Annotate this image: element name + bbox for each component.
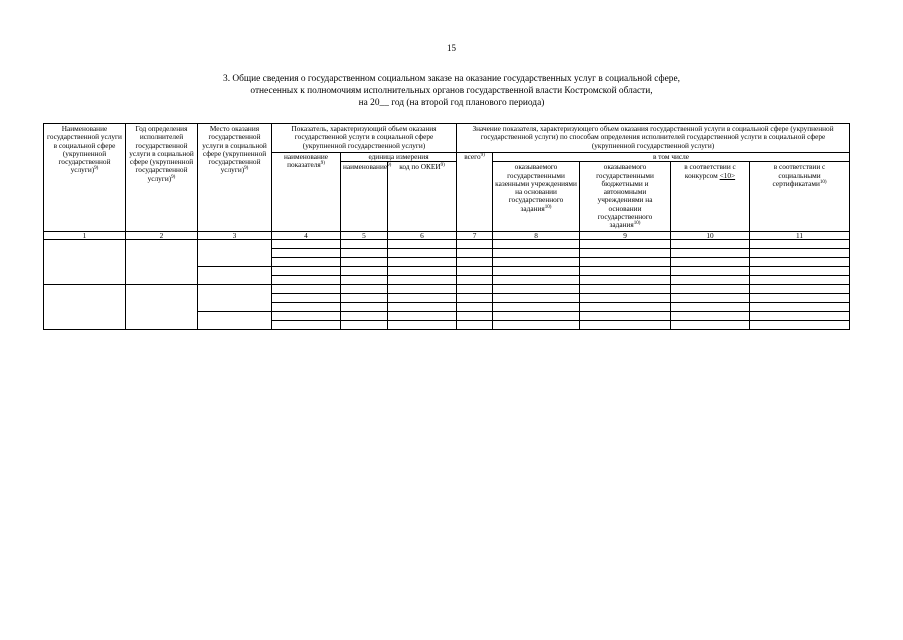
table-cell[interactable] bbox=[671, 293, 750, 302]
table-cell[interactable] bbox=[750, 284, 850, 293]
table-cell[interactable] bbox=[272, 293, 341, 302]
table-cell[interactable] bbox=[126, 284, 198, 329]
column-number: 7 bbox=[457, 231, 493, 239]
table-cell[interactable] bbox=[388, 293, 457, 302]
table-cell[interactable] bbox=[671, 266, 750, 275]
column-number: 2 bbox=[126, 231, 198, 239]
table-cell[interactable] bbox=[493, 302, 580, 311]
table-cell[interactable] bbox=[671, 239, 750, 248]
table-cell[interactable] bbox=[388, 284, 457, 293]
table-cell[interactable] bbox=[341, 257, 388, 266]
table-cell[interactable] bbox=[272, 275, 341, 284]
table-cell[interactable] bbox=[457, 248, 493, 257]
table-cell[interactable] bbox=[457, 302, 493, 311]
column-number: 5 bbox=[341, 231, 388, 239]
table-cell[interactable] bbox=[580, 311, 671, 320]
table-cell[interactable] bbox=[493, 293, 580, 302]
table-cell[interactable] bbox=[388, 248, 457, 257]
table-cell[interactable] bbox=[388, 257, 457, 266]
table-cell[interactable] bbox=[457, 266, 493, 275]
column-number: 1 bbox=[44, 231, 126, 239]
table-cell[interactable] bbox=[493, 320, 580, 329]
table-cell[interactable] bbox=[493, 284, 580, 293]
table-cell[interactable] bbox=[580, 275, 671, 284]
table-cell[interactable] bbox=[341, 320, 388, 329]
header-okei-code: код по ОКЕИ$^{9)}$ bbox=[388, 162, 457, 231]
table-cell[interactable] bbox=[493, 311, 580, 320]
table-cell[interactable] bbox=[457, 275, 493, 284]
table-cell[interactable] bbox=[580, 284, 671, 293]
header-place: Место оказания государственной услуги в социальной сфере (укрупненной государственной услуги)$^{9)}$ bbox=[198, 124, 272, 232]
table-cell[interactable] bbox=[750, 320, 850, 329]
table-cell[interactable] bbox=[750, 257, 850, 266]
table-cell[interactable] bbox=[44, 239, 126, 284]
table-cell[interactable] bbox=[457, 257, 493, 266]
table-cell[interactable] bbox=[126, 239, 198, 284]
table-cell[interactable] bbox=[198, 311, 272, 329]
table-cell[interactable] bbox=[272, 302, 341, 311]
table-cell[interactable] bbox=[341, 239, 388, 248]
table-cell[interactable] bbox=[671, 284, 750, 293]
table-cell[interactable] bbox=[388, 311, 457, 320]
table-cell[interactable] bbox=[341, 266, 388, 275]
header-year: Год определения исполнителей государственной услуги в социальной сфере (укрупненной государственной услуги)$^{9)}$ bbox=[126, 124, 198, 232]
table-cell[interactable] bbox=[580, 248, 671, 257]
table-cell[interactable] bbox=[457, 311, 493, 320]
table-cell[interactable] bbox=[580, 293, 671, 302]
table-cell[interactable] bbox=[493, 266, 580, 275]
header-indicator-group: Показатель, характеризующий объем оказания государственной услуги в социальной сфере (укрупненной государственной услуги) bbox=[272, 124, 457, 153]
table-cell[interactable] bbox=[671, 248, 750, 257]
column-number: 10 bbox=[671, 231, 750, 239]
header-indicator-name: наименование показателя$^{9)}$ bbox=[272, 153, 341, 232]
table-cell[interactable] bbox=[272, 311, 341, 320]
table-cell[interactable] bbox=[272, 257, 341, 266]
table-cell[interactable] bbox=[750, 239, 850, 248]
heading-line-2: отнесенных к полномочиям исполнительных органов государственной власти Костромской области, bbox=[250, 86, 653, 96]
column-number: 6 bbox=[388, 231, 457, 239]
table-cell[interactable] bbox=[198, 266, 272, 284]
social-order-table bbox=[43, 123, 850, 330]
table-cell[interactable] bbox=[457, 284, 493, 293]
table-cell[interactable] bbox=[493, 248, 580, 257]
table-row bbox=[44, 239, 850, 248]
table-cell[interactable] bbox=[750, 266, 850, 275]
table-cell[interactable] bbox=[341, 284, 388, 293]
table-cell[interactable] bbox=[580, 239, 671, 248]
table-cell[interactable] bbox=[198, 284, 272, 311]
column-numbers-row bbox=[44, 231, 850, 239]
table-cell[interactable] bbox=[44, 284, 126, 329]
table-cell[interactable] bbox=[671, 302, 750, 311]
header-value-group: Значение показателя, характеризующего объем оказания государственной услуги в социальной сфере (укрупненной государственной услуги) по способам определения исполнителей государственной услуги в социальной сфере (укрупненной государственной услуги) bbox=[457, 124, 850, 153]
table-cell[interactable] bbox=[457, 239, 493, 248]
header-budget-autonomous: оказываемого государственными бюджетными и автономными учреждениями на основании государственного задания$^{10)}$ bbox=[580, 162, 671, 231]
competition-link[interactable]: <10> bbox=[719, 170, 736, 180]
table-cell[interactable] bbox=[750, 275, 850, 284]
header-competition: в соответствии с конкурсом <10> bbox=[671, 162, 750, 231]
table-cell[interactable] bbox=[272, 248, 341, 257]
table-cell[interactable] bbox=[198, 239, 272, 266]
column-number: 8 bbox=[493, 231, 580, 239]
table-cell[interactable] bbox=[341, 293, 388, 302]
header-state-treasury: оказываемого государственными казенными учреждениями на основании государственного задания$^{10)}$ bbox=[493, 162, 580, 231]
table-cell[interactable] bbox=[580, 266, 671, 275]
column-number: 11 bbox=[750, 231, 850, 239]
heading-line-1: 3. Общие сведения о государственном социальном заказе на оказание государственных услуг в социальной сфере, bbox=[223, 74, 680, 84]
header-unit-group: единица измерения bbox=[341, 153, 457, 162]
table-cell[interactable] bbox=[457, 320, 493, 329]
table-cell[interactable] bbox=[272, 320, 341, 329]
header-certificates: в соответствии с социальными сертификатами$^{10)}$ bbox=[750, 162, 850, 231]
header-service-name: Наименование государственной услуги в социальной сфере (укрупненной государственной услуги)$^{9)}$ bbox=[44, 124, 126, 232]
table-cell[interactable] bbox=[580, 320, 671, 329]
table-cell[interactable] bbox=[388, 302, 457, 311]
table-cell[interactable] bbox=[341, 275, 388, 284]
table-cell[interactable] bbox=[272, 266, 341, 275]
form-heading bbox=[0, 73, 903, 109]
table-cell[interactable] bbox=[388, 320, 457, 329]
table-cell[interactable] bbox=[341, 311, 388, 320]
table-cell[interactable] bbox=[580, 257, 671, 266]
table-cell[interactable] bbox=[272, 239, 341, 248]
header-unit-name: наименование$^{9)}$ bbox=[341, 162, 388, 231]
column-number: 3 bbox=[198, 231, 272, 239]
table-cell[interactable] bbox=[341, 248, 388, 257]
table-cell[interactable] bbox=[388, 275, 457, 284]
table-cell[interactable] bbox=[388, 239, 457, 248]
column-number: 9 bbox=[580, 231, 671, 239]
table-cell[interactable] bbox=[750, 248, 850, 257]
column-number: 4 bbox=[272, 231, 341, 239]
table-cell[interactable] bbox=[750, 302, 850, 311]
table-cell[interactable] bbox=[671, 275, 750, 284]
table-cell[interactable] bbox=[493, 239, 580, 248]
table-row bbox=[44, 284, 850, 293]
table-cell[interactable] bbox=[671, 311, 750, 320]
table-cell[interactable] bbox=[580, 302, 671, 311]
table-cell[interactable] bbox=[671, 257, 750, 266]
heading-line-3: на 20__ год (на второй год планового периода) bbox=[358, 98, 545, 108]
table-cell[interactable] bbox=[272, 284, 341, 293]
page-number: 15 bbox=[447, 43, 456, 53]
table-cell[interactable] bbox=[493, 257, 580, 266]
table-cell[interactable] bbox=[457, 293, 493, 302]
header-total: всего$^{9)}$ bbox=[457, 153, 493, 232]
table-cell[interactable] bbox=[671, 320, 750, 329]
table-cell[interactable] bbox=[341, 302, 388, 311]
table-cell[interactable] bbox=[750, 293, 850, 302]
header-including: в том числе bbox=[493, 153, 850, 162]
table-cell[interactable] bbox=[388, 266, 457, 275]
table-cell[interactable] bbox=[493, 275, 580, 284]
table-cell[interactable] bbox=[750, 311, 850, 320]
